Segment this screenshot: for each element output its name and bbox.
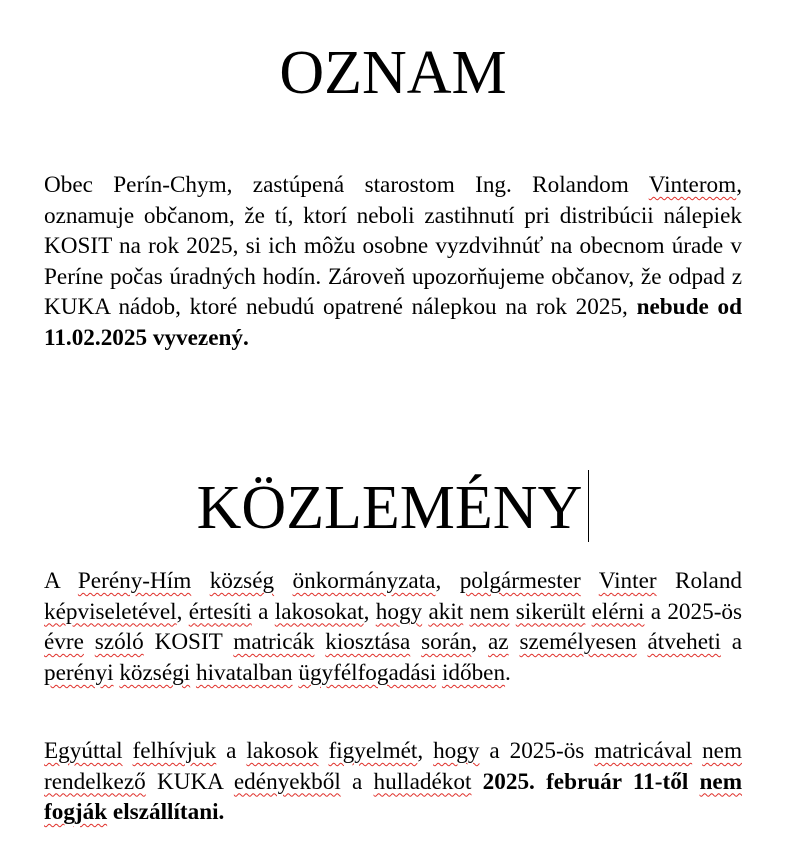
spellcheck-word: személyesen [519, 629, 637, 656]
notice-paragraph-sk [44, 170, 742, 354]
spellcheck-word: nem [469, 598, 510, 625]
spellcheck-word: elérni [591, 598, 645, 625]
spellcheck-word: községi [119, 659, 191, 686]
text-run: , [417, 738, 434, 764]
text-cursor [588, 470, 589, 542]
spellcheck-word: matricák [233, 629, 315, 656]
spellcheck-word: önkormányzata [292, 568, 436, 594]
text-run: a [340, 768, 374, 795]
text-run: a [251, 598, 275, 625]
text-run [410, 629, 421, 655]
spellcheck-word: akit [428, 598, 464, 625]
spellcheck-word: figyelmét [328, 738, 418, 764]
spellcheck-word: időben [441, 659, 506, 686]
spellcheck-word: matricával [594, 738, 693, 764]
text-run: Roland [656, 568, 743, 594]
text-run: , oznamuje občanom, že tí, ktorí neboli zastihnutí pri distribúcii nálepiek KOSIT na rok 2025, si ich môžu osobne vyzdvihnúť na obecnom úrade v Períne počas úradných hodín. Zároveň upozorňujeme občanov, že odpad z KUKA nádob, ktoré nebudú opatrené nálepkou na rok 2025, [44, 172, 742, 321]
spellcheck-word: lakosok [246, 738, 319, 764]
text-run [319, 738, 329, 764]
text-run [637, 629, 648, 655]
text-run: a 2025-ös [479, 738, 595, 764]
spellcheck-word: az [488, 629, 509, 656]
spellcheck-word: kiosztása [325, 629, 411, 656]
spellcheck-word: rendelkező [44, 768, 146, 795]
spellcheck-word: község [209, 568, 275, 594]
text-run: . [505, 659, 511, 686]
spellcheck-word: nem [699, 768, 743, 795]
spellcheck-word: hogy [433, 738, 480, 764]
spellcheck-word: perényi [44, 659, 114, 686]
notice-paragraph-hu-2 [44, 736, 742, 828]
spellcheck-word: sikerült [515, 598, 586, 625]
bold-text-run: elszállítani [112, 799, 219, 826]
text-run: . [218, 799, 225, 826]
text-run: , [363, 598, 376, 625]
text-run [471, 769, 482, 795]
text-run [314, 629, 325, 655]
spellcheck-word: átveheti [647, 629, 721, 656]
text-run [191, 568, 209, 594]
spellcheck-word: Vinterom [648, 172, 737, 198]
bold-deadline-text: nebude od 11.02.2025 vyvezený. [44, 294, 742, 351]
text-run [123, 738, 133, 764]
spellcheck-word: szóló [94, 629, 144, 656]
text-run [692, 738, 702, 764]
text-run: Obec Perín-Chym, zastúpená starostom Ing. Rolandom [44, 172, 649, 198]
notice-title-hu [44, 470, 742, 543]
text-run: , [435, 568, 460, 594]
text-run: , [471, 629, 489, 656]
bold-date-text: 2025. február 11-től [482, 768, 700, 795]
spellcheck-word: hogy [375, 598, 423, 625]
text-run: , [176, 598, 189, 625]
notice-title-hu-text: KÖZLEMÉNY [196, 474, 583, 542]
spellcheck-word: nem [702, 738, 742, 764]
spellcheck-word: polgármester [459, 568, 581, 594]
spellcheck-word: felhívjuk [132, 738, 217, 764]
text-run: KUKA [145, 768, 234, 795]
spellcheck-word: értesíti [188, 598, 252, 625]
text-run: a 2025-ös [644, 598, 743, 625]
text-run: A [44, 568, 78, 594]
spellcheck-word: ügyfélfogadási [298, 659, 437, 686]
spellcheck-word: edényekből [233, 768, 341, 795]
text-run [84, 629, 95, 655]
spellcheck-word: évre [44, 629, 84, 656]
spellcheck-word: Vinter [598, 568, 657, 594]
text-run: a [216, 738, 247, 764]
spellcheck-word: képviseletével [44, 598, 177, 625]
spellcheck-word: hulladékot [373, 768, 472, 795]
text-run [274, 568, 292, 594]
spellcheck-word: hivatalban [195, 659, 293, 686]
spellcheck-word: fogják [44, 799, 108, 826]
text-run [581, 568, 599, 594]
text-run: a [720, 629, 743, 656]
text-run: KOSIT [143, 629, 234, 656]
text-run [509, 629, 520, 655]
spellcheck-word: Perény-Hím [77, 568, 192, 594]
spellcheck-word: során [421, 629, 472, 656]
notice-paragraph-hu-1 [44, 566, 742, 688]
notice-title-sk: OZNAM [279, 39, 507, 107]
spellcheck-word: lakosokat [274, 598, 364, 625]
spellcheck-word: Egyúttal [44, 738, 123, 764]
